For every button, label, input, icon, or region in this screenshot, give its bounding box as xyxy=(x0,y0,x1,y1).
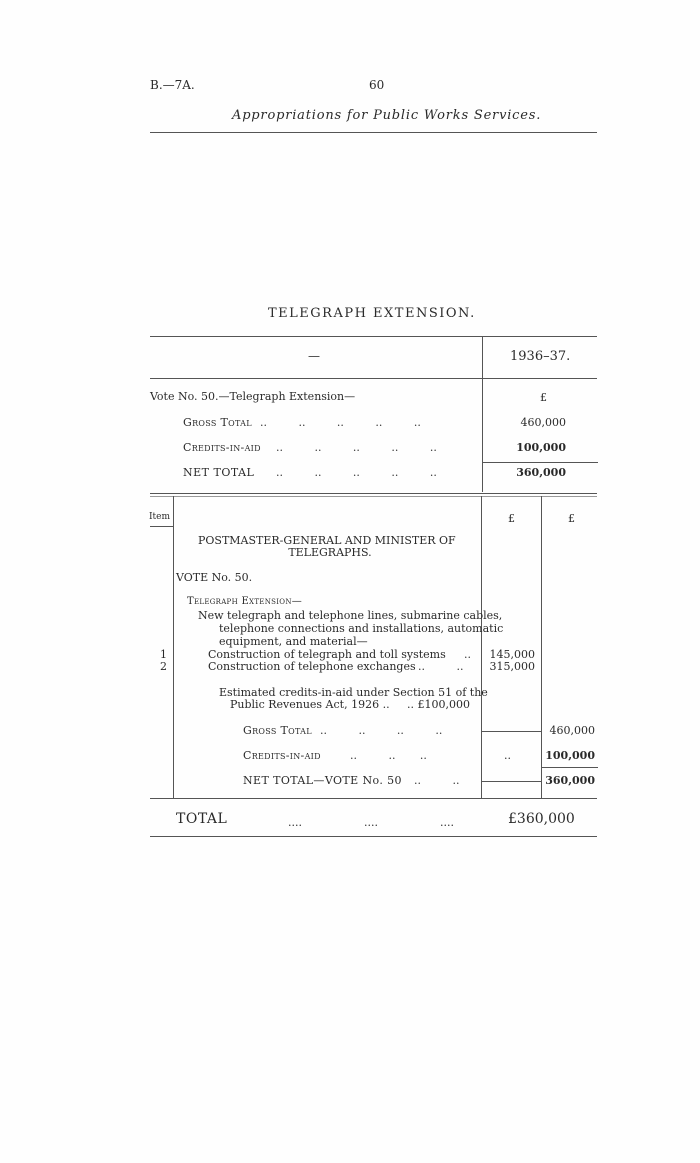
item-label: Construction of telegraph and toll systems xyxy=(208,648,446,661)
desc-line-3: equipment, and material— xyxy=(219,635,368,648)
grand-total-value: £360,000 xyxy=(508,811,575,827)
detail-bottom-rule xyxy=(150,798,597,799)
header-rule xyxy=(150,132,597,133)
summary-credits-label: Credits-in-aid xyxy=(183,441,261,454)
page-number: 60 xyxy=(369,78,385,92)
summary-header-rule xyxy=(150,378,597,379)
gross-total-value: 460,000 xyxy=(549,724,595,737)
dot-leader: .. .. .. .. xyxy=(320,724,443,737)
summary-left-header: — xyxy=(308,349,320,363)
amount1-col-divider xyxy=(481,496,482,798)
page-title: Appropriations for Public Works Services. xyxy=(232,108,542,123)
desc-line-1: New telegraph and telephone lines, submarine cables, xyxy=(198,609,503,622)
net-total-value: 360,000 xyxy=(545,774,595,787)
item-col-divider xyxy=(173,496,174,798)
summary-gross-label: Gross Total xyxy=(183,416,252,429)
minister-line-1: POSTMASTER-GENERAL AND MINISTER OF xyxy=(198,534,456,547)
footer-rule xyxy=(150,836,597,837)
dot-leader: .. .. .. .. .. xyxy=(260,416,421,429)
dot-leader: .. .. .. xyxy=(350,749,427,762)
dot-leader: .. .. .. .. .. xyxy=(276,441,437,454)
credits-note-line-1: Estimated credits-in-aid under Section 51 of the xyxy=(219,686,488,699)
credits-col1-dots: .. xyxy=(504,749,511,762)
summary-bottom-rule-2 xyxy=(150,496,597,497)
grand-total-label: TOTAL xyxy=(176,811,228,827)
net-total-label: NET TOTAL—VOTE No. 50 xyxy=(243,774,402,787)
item-header-rule xyxy=(150,526,173,527)
item-number: 1 xyxy=(160,648,167,661)
net-total-rule xyxy=(541,767,598,768)
credits-note-line-2: Public Revenues Act, 1926 .. xyxy=(230,698,390,711)
minister-line-2: TELEGRAPHS. xyxy=(288,546,372,559)
summary-year-header: 1936–37. xyxy=(510,349,571,364)
dot-leader: .. xyxy=(464,648,471,661)
item-number: 2 xyxy=(160,660,167,673)
dot-leader: .. .. .. .. .. xyxy=(276,466,437,479)
vote-label: VOTE No. 50. xyxy=(176,571,253,584)
item-value: 315,000 xyxy=(489,660,535,673)
document-code: B.—7A. xyxy=(150,78,195,92)
item-label: Construction of telephone exchanges xyxy=(208,660,416,673)
credits-note-amount: .. £100,000 xyxy=(407,698,470,711)
dot-leader: .... xyxy=(440,816,454,829)
gross-total-rule xyxy=(481,731,541,732)
summary-net-label: NET TOTAL xyxy=(183,466,255,479)
credits-label: Credits-in-aid xyxy=(243,749,321,762)
item-header: Item xyxy=(149,512,171,522)
subhead: Telegraph Extension— xyxy=(187,596,303,607)
summary-top-rule xyxy=(150,336,597,337)
amount2-col-divider xyxy=(541,496,542,798)
detail-currency-1: £ xyxy=(508,512,515,525)
summary-credits-value: 100,000 xyxy=(516,441,566,454)
summary-subtotal-rule xyxy=(482,462,598,463)
summary-bottom-rule xyxy=(150,493,597,494)
item-value: 145,000 xyxy=(489,648,535,661)
summary-currency: £ xyxy=(540,391,547,404)
desc-line-2: telephone connections and installations, automatic xyxy=(219,622,504,635)
detail-currency-2: £ xyxy=(568,512,575,525)
summary-vote-line: Vote No. 50.—Telegraph Extension— xyxy=(150,390,356,403)
summary-col-divider xyxy=(482,337,483,492)
gross-total-label: Gross Total xyxy=(243,724,312,737)
dot-leader: .. .. xyxy=(414,774,460,787)
dot-leader: .... xyxy=(288,816,302,829)
summary-net-value: 360,000 xyxy=(516,466,566,479)
dot-leader: .. .. xyxy=(418,660,464,673)
net-total-col1-rule xyxy=(481,781,541,782)
section-title: TELEGRAPH EXTENSION. xyxy=(268,306,476,321)
dot-leader: .... xyxy=(364,816,378,829)
credits-value: 100,000 xyxy=(545,749,595,762)
summary-gross-value: 460,000 xyxy=(520,416,566,429)
